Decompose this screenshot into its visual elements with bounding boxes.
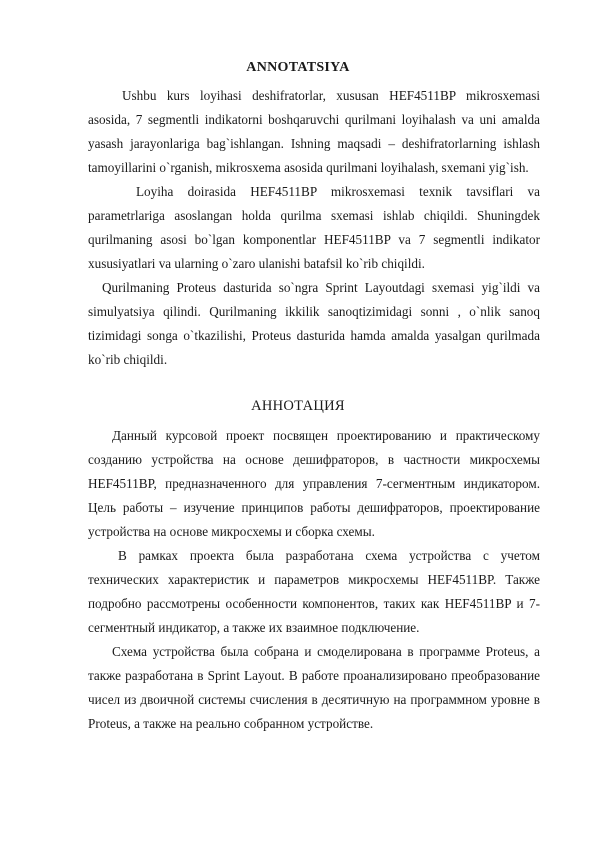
annotation-body-ru	[88, 424, 540, 736]
paragraph-uz-2: Loyiha doirasida HEF4511BP mikrosxemasi texnik tavsiflari va parametrlariga asoslangan holda qurilma sxemasi ishlab chiqildi. Shuningdek qurilmaning asosi bo`lgan komponentlar HEF4511BP va 7 segmentli indikator xususiyatlari va ularning o`zaro ulanishi batafsil ko`rib chiqildi.	[88, 184, 540, 271]
paragraph-ru-1: Данный курсовой проект посвящен проектированию и практическому созданию устройства на основе дешифраторов, в частности микросхемы HEF4511BP, предназначенного для управления 7-сегментным индикатором. Цель работы – изучение принципов работы дешифраторов, проектирование устройства на основе микросхемы и сборка схемы.	[88, 428, 540, 539]
paragraph-uz-1: Ushbu kurs loyihasi deshifratorlar, xususan HEF4511BP mikrosxemasi asosida, 7 segmentli indikatorni boshqaruvchi qurilmani loyihalash va uni amalda yasash jarayonlariga bag`ishlangan. Ishning maqsadi – deshifratorlarning ishlash tamoyillarini o`rganish, mikrosxema asosida qurilmani loyihalash, sxemani yig`ish.	[88, 88, 540, 175]
annotation-title-ru: АННОТАЦИЯ	[251, 398, 345, 414]
paragraph-ru-3: Схема устройства была собрана и смоделирована в программе Proteus, а также разработана в Sprint Layout. В работе проанализировано преобразование чисел из двоичной системы счисления в десятичную на программном уровне в Proteus, а также на реально собранном устройстве.	[88, 644, 540, 731]
annotation-title-uz: ANNOTATSIYA	[246, 60, 350, 75]
annotation-body-uz	[88, 84, 540, 372]
paragraph-uz-3: Qurilmaning Proteus dasturida so`ngra Sprint Layoutdagi sxemasi yig`ildi va simulyatsiya qilindi. Qurilmaning ikkilik sanoqtizimidagi sonni , o`nlik sanoq tizimidagi songa o`tkazilishi, Proteus dasturida hamda amalda yasalgan qurilmada ko`rib chiqildi.	[88, 280, 540, 367]
paragraph-ru-2: В рамках проекта была разработана схема устройства с учетом технических характеристик и параметров микросхемы HEF4511BP. Также подробно рассмотрены особенности компонентов, таких как HEF4511BP и 7-сегментный индикатор, а также их взаимное подключение.	[88, 548, 540, 635]
